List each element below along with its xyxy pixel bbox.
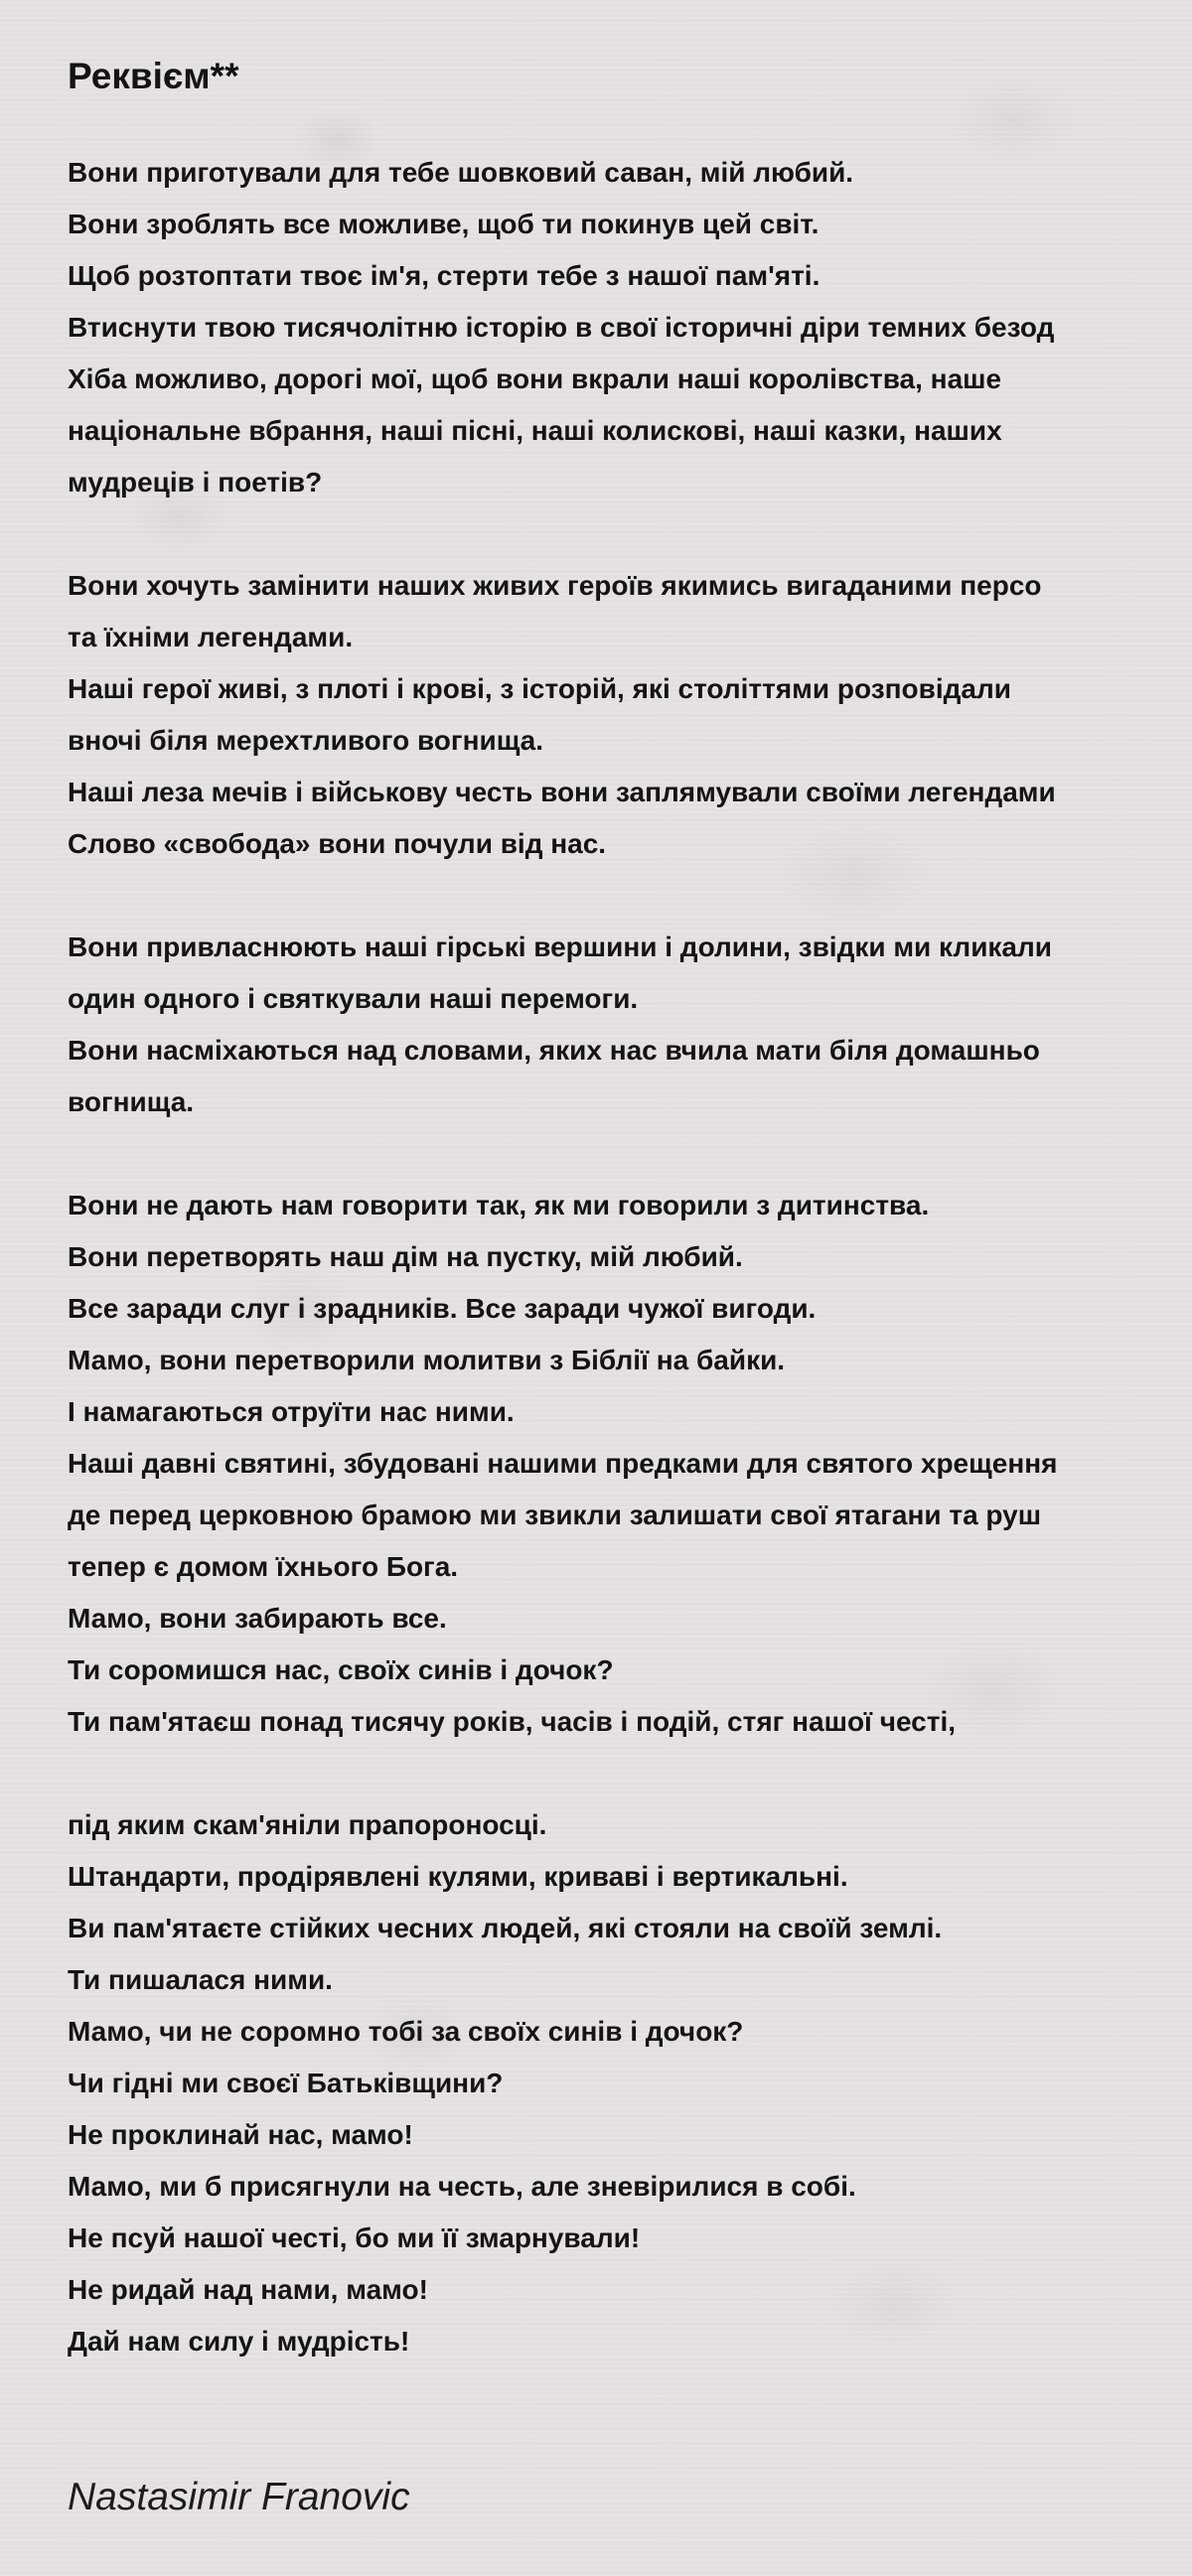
poem-line: де перед церковною брамою ми звикли залишати свої ятагани та руш xyxy=(68,1500,1042,1530)
poem-line: мудреців і поетів? xyxy=(68,467,323,498)
poem-line: Дай нам силу і мудрість! xyxy=(68,2326,410,2357)
poem-stanza xyxy=(68,560,1192,870)
poem-author: Nastasimir Franovic xyxy=(68,2476,410,2518)
poem-line: Все заради слуг і зрадників. Все заради чужої вигоди. xyxy=(68,1293,817,1324)
poem-title: Реквієм** xyxy=(68,56,239,96)
poem-line: тепер є домом їхнього Бога. xyxy=(68,1551,459,1582)
poem-line: один одного і святкували наші перемоги. xyxy=(68,983,639,1014)
poem-line: Наші леза мечів і військову честь вони заплямували своїми легендами xyxy=(68,777,1056,807)
poem-line: Мамо, чи не соромно тобі за своїх синів і дочок? xyxy=(68,2016,744,2047)
poem-line: національне вбрання, наші пісні, наші колискові, наші казки, наших xyxy=(68,415,1002,446)
poem-line: Вони привласнюють наші гірські вершини і долини, звідки ми кликали xyxy=(68,931,1052,962)
poem-line: Ви пам'ятаєте стійких чесних людей, які стояли на своїй землі. xyxy=(68,1913,943,1943)
poem-line: Вони не дають нам говорити так, як ми говорили з дитинства. xyxy=(68,1190,930,1220)
poem-line: Вони перетворять наш дім на пустку, мій любий. xyxy=(68,1241,743,1272)
poem-body xyxy=(68,147,1192,2367)
poem-line: вогнища. xyxy=(68,1086,195,1117)
poem-line: Мамо, вони перетворили молитви з Біблії на байки. xyxy=(68,1345,786,1375)
poem-stanza xyxy=(68,922,1192,1128)
poem-line: Вони зроблять все можливе, щоб ти покинув цей світ. xyxy=(68,209,820,239)
poem-line: Вони хочуть замінити наших живих героїв якимись вигаданими персо xyxy=(68,570,1042,601)
poem-line: вночі біля мерехтливого вогнища. xyxy=(68,725,544,756)
poem-line: Не псуй нашої честі, бо ми її змарнували! xyxy=(68,2222,641,2253)
poem-line: Щоб розтоптати твоє ім'я, стерти тебе з нашої пам'яті. xyxy=(68,260,820,291)
poem-line: Штандарти, продірявлені кулями, криваві і вертикальні. xyxy=(68,1861,848,1892)
poem-line: Наші герої живі, з плоті і крові, з історій, які століттями розповідали xyxy=(68,673,1011,704)
poem-line: Чи гідні ми своєї Батьківщини? xyxy=(68,2068,504,2098)
poem-line: Не ридай над нами, мамо! xyxy=(68,2274,428,2305)
poem-line: Не проклинай нас, мамо! xyxy=(68,2119,413,2150)
poem-line: Мамо, ми б присягнули на честь, але зневірилися в собі. xyxy=(68,2171,856,2202)
poem-stanza xyxy=(68,1799,1192,2367)
poem-line: під яким скам'яніли прапороносці. xyxy=(68,1809,547,1840)
poem-line: Наші давні святині, збудовані нашими предками для святого хрещення xyxy=(68,1448,1058,1479)
poem-line: Втиснути твою тисячолітню історію в свої історичні діри темних безод xyxy=(68,312,1055,343)
poem-line: Ти пишалася ними. xyxy=(68,1964,333,1995)
poem-stanza xyxy=(68,147,1192,508)
poem-line: І намагаються отруїти нас ними. xyxy=(68,1396,515,1427)
poem-line: Хіба можливо, дорогі мої, щоб вони вкрали наші королівства, наше xyxy=(68,363,1002,394)
poem-stanza xyxy=(68,1180,1192,1748)
poem-line: та їхніми легендами. xyxy=(68,622,354,652)
poem-line: Слово «свобода» вони почули від нас. xyxy=(68,828,607,859)
poem-line: Вони приготували для тебе шовковий саван, мій любий. xyxy=(68,157,854,188)
poem-page xyxy=(68,52,1192,2419)
poem-line: Мамо, вони забирають все. xyxy=(68,1603,447,1634)
poem-line: Ти пам'ятаєш понад тисячу років, часів і подій, стяг нашої честі, xyxy=(68,1706,957,1737)
poem-line: Ти соромишся нас, своїх синів і дочок? xyxy=(68,1654,614,1685)
poem-line: Вони насміхаються над словами, яких нас вчила мати біля домашньо xyxy=(68,1035,1040,1066)
